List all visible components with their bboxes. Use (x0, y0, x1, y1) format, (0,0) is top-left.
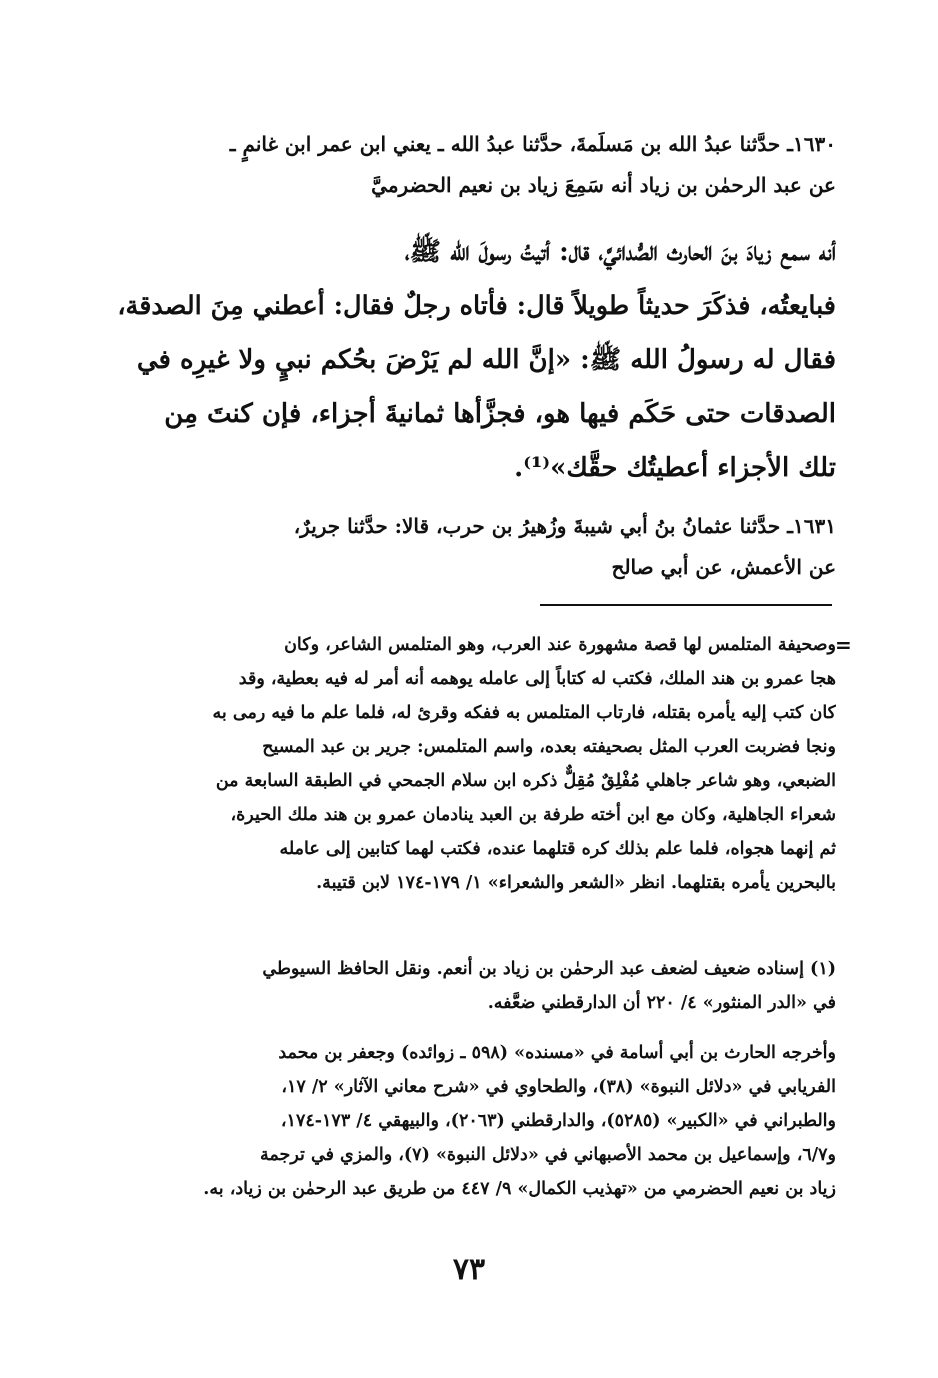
matn-line: أنه سمع زيادَ بنَ الحارث الصُّدائيَّ، قال: أتيتُ رسولَ الله ﷺ، (404, 237, 836, 267)
matn-line: تلك الأجزاء أعطيتُك حقَّك»⁽¹⁾. (514, 453, 836, 483)
footnote-line: و٦/٧، وإسماعيل بن محمد الأصبهاني في «دلائل النبوة» (٧)، والمزي في ترجمة (260, 1145, 836, 1165)
footnote-line: الضبعي، وهو شاعر جاهلي مُفْلِقٌ مُقِلٌّ ذكره ابن سلام الجمحي في الطبقة السابعة من (215, 771, 836, 791)
footnote-line: وصحيفة المتلمس لها قصة مشهورة عند العرب، وهو المتلمس الشاعر، وكان (284, 635, 836, 655)
footnote-line: وأخرجه الحارث بن أبي أسامة في «مسنده» (٥٩٨ ـ زوائده) وجعفر بن محمد (278, 1043, 836, 1063)
matn-line: فبايعتُه، فذكَرَ حديثاً طويلاً قال: فأتاه رجلٌ فقال: أعطني مِنَ الصدقة، (117, 291, 836, 321)
footnote-line: شعراء الجاهلية، وكان مع ابن أخته طرفة بن العبد ينادمان عمرو بن هند ملك الحيرة، (230, 805, 836, 825)
isnad-line: ١٦٣٠ـ حدَّثنا عبدُ الله بن مَسلَمةَ، حدَّثنا عبدُ الله ـ يعني ابن عمر ابن غانمٍ ـ (229, 132, 836, 156)
matn-line: فقال له رسولُ الله ﷺ: «إنَّ الله لم يَرْضَ بحُكم نبيٍ ولا غيرِه في (136, 345, 836, 375)
footnote-line: زياد بن نعيم الحضرمي من «تهذيب الكمال» ٩/ ٤٤٧ من طريق عبد الرحمٰن بن زياد، به. (203, 1179, 836, 1199)
footnote-line: والطبراني في «الكبير» (٥٢٨٥)، والدارقطني (٢٠٦٣)، والبيهقي ٤/ ١٧٣-١٧٤، (280, 1111, 836, 1131)
continuation-mark: = (835, 633, 852, 657)
isnad-line: عن عبد الرحمٰن بن زياد أنه سَمِعَ زياد بن نعيم الحضرميَّ (371, 173, 836, 197)
footnote-line: بالبحرين يأمره بقتلهما. انظر «الشعر والشعراء» ١/ ١٧٩-١٧٤ لابن قتيبة. (316, 873, 836, 893)
isnad-line: ١٦٣١ـ حدَّثنا عثمانُ بنُ أبي شيبةَ وزُهيرُ بن حرب، قالا: حدَّثنا جريرٌ، (293, 514, 836, 538)
footnote-line: هجا عمرو بن هند الملك، فكتب له كتاباً إلى عامله يوهمه أنه أمر له فيه بعطية، وقد (238, 669, 836, 689)
footnote-separator (540, 604, 832, 606)
footnote-takhrij (108, 1036, 836, 1206)
hadith-1631-isnad (108, 506, 836, 588)
footnote-1 (108, 952, 836, 1020)
matn-line: الصدقات حتى حَكَم فيها هو، فجزَّأها ثمانيةَ أجزاء، فإن كنتَ مِن (164, 399, 836, 429)
hadith-1630-matn (108, 225, 836, 495)
footnote-line: ثم إنهما هجواه، فلما علم بذلك كره قتلهما عنده، فكتب لهما كتابين إلى عامله (279, 839, 836, 859)
footnote-continued (108, 628, 836, 900)
footnote-line: في «الدر المنثور» ٤/ ٢٢٠ أن الدارقطني ضعَّفه. (487, 993, 836, 1013)
footnote-line: ونجا فضربت العرب المثل بصحيفته بعده، واسم المتلمس: جرير بن عبد المسيح (262, 737, 836, 757)
isnad-line: عن الأعمش، عن أبي صالح (611, 555, 836, 579)
page-number: ٧٣ (452, 1252, 486, 1287)
footnote-line: (١) إسناده ضعيف لضعف عبد الرحمٰن بن زياد بن أنعم. ونقل الحافظ السيوطي (262, 959, 836, 979)
footnote-line: كان كتب إليه يأمره بقتله، فارتاب المتلمس به ففكه وقرئ له، فلما علم ما فيه رمى به (212, 703, 836, 723)
footnote-line: الفريابي في «دلائل النبوة» (٣٨)، والطحاوي في «شرح معاني الآثار» ٢/ ١٧، (281, 1077, 836, 1097)
hadith-1630-isnad (108, 124, 836, 206)
